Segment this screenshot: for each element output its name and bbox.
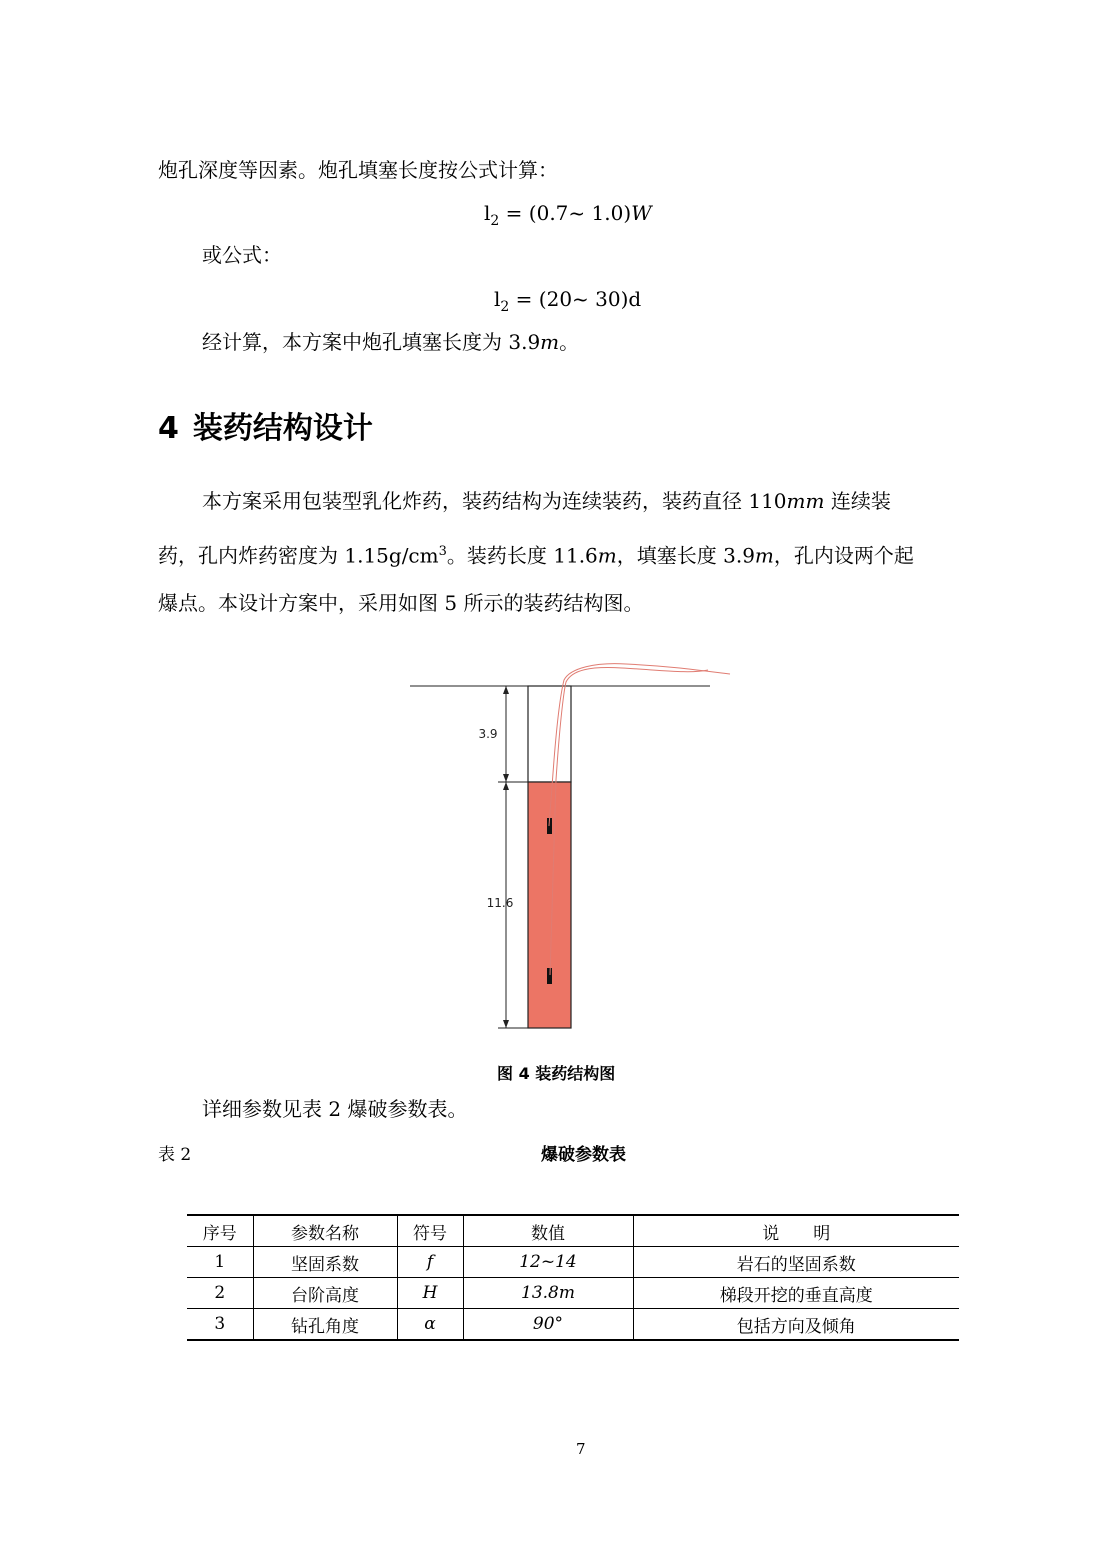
table-cell: 岩石的坚固系数 [633,1247,959,1278]
arrowhead [503,782,509,790]
paragraph-line [158,540,914,568]
dimension-label-stemming: 3.9 [478,727,498,741]
formula-stemming-burden [484,201,652,229]
arrowhead [503,1020,509,1028]
formula-lhs: l [494,287,501,311]
table-cell: 2 [187,1278,253,1309]
detonator-lower [547,968,552,984]
calc-result-unit: m [540,330,560,354]
table-header: 数值 [463,1215,633,1247]
superscript: 3 [438,544,447,559]
arrowhead [503,774,509,782]
table-cell: 台阶高度 [253,1278,397,1309]
text-run: ，孔内设两个起 [773,543,914,568]
unit-text: m [754,543,774,568]
figure-caption: 图 4 装药结构图 [497,1064,616,1083]
table-cell: 90° [463,1309,633,1341]
detonating-wire [550,668,708,975]
formula-rhs: = (20~ 30)d [509,287,642,311]
paragraph-line [202,489,891,513]
unit-text: mm [786,489,825,513]
page-number: 7 [576,1440,586,1458]
table-cell: 坚固系数 [253,1247,397,1278]
table-cell: 3 [187,1309,253,1341]
formula-subscript: 2 [490,213,500,229]
text-run: ，填塞长度 3.9 [616,543,755,568]
table-row [187,1278,959,1309]
table-cell: 1 [187,1247,253,1278]
table-row [187,1247,959,1278]
table-header-row [187,1215,959,1247]
table-cell: 钻孔角度 [253,1309,397,1341]
formula-lhs: l [484,201,491,225]
table-cell: 12~14 [463,1247,633,1278]
blasting-parameters-table [187,1214,959,1341]
table-header: 符号 [397,1215,463,1247]
table-row [187,1309,959,1341]
formula-variable: W [631,201,652,225]
text-run: 本方案采用包装型乳化炸药，装药结构为连续装药，装药直径 110 [202,489,787,513]
dimension-label-charge: 11.6 [486,896,514,910]
paragraph-line: 或公式： [202,243,282,267]
detonating-wire [549,664,730,826]
table-header: 参数名称 [253,1215,397,1247]
stemming-section [528,686,571,782]
calc-result-text: 经计算，本方案中炮孔填塞长度为 3.9 [202,330,541,354]
arrowhead [503,686,509,694]
unit-text: m [597,543,617,568]
text-run: 。装药长度 11.6 [446,543,598,568]
calc-result-line [202,330,579,354]
paragraph-line: 详细参数见表 2 爆破参数表。 [202,1097,468,1121]
table-cell: 包括方向及倾角 [633,1309,959,1341]
formula-rhs: = (0.7~ 1.0) [499,201,632,225]
calc-result-punct: 。 [559,330,580,354]
section-number: 4 [158,411,179,446]
charge-structure-figure [360,640,760,1040]
formula-stemming-diameter [494,287,641,315]
text-run: 药，孔内炸药密度为 1.15g/cm [158,543,439,568]
table-cell: 梯段开挖的垂直高度 [633,1278,959,1309]
table-cell: f [397,1247,463,1278]
paragraph-line: 爆点。本设计方案中，采用如图 5 所示的装药结构图。 [158,591,644,615]
table-label: 表 2 [158,1145,192,1165]
table-header: 序号 [187,1215,253,1247]
table-cell: 13.8m [463,1278,633,1309]
paragraph-line: 炮孔深度等因素。炮孔填塞长度按公式计算： [158,158,558,182]
section-heading [158,403,373,447]
text-run: 连续装 [824,489,891,513]
section-title: 装药结构设计 [192,411,373,446]
table-title: 爆破参数表 [541,1145,626,1165]
table-cell: H [397,1278,463,1309]
table-header: 说 明 [633,1215,959,1247]
formula-subscript: 2 [500,299,510,315]
table-cell: α [397,1309,463,1341]
